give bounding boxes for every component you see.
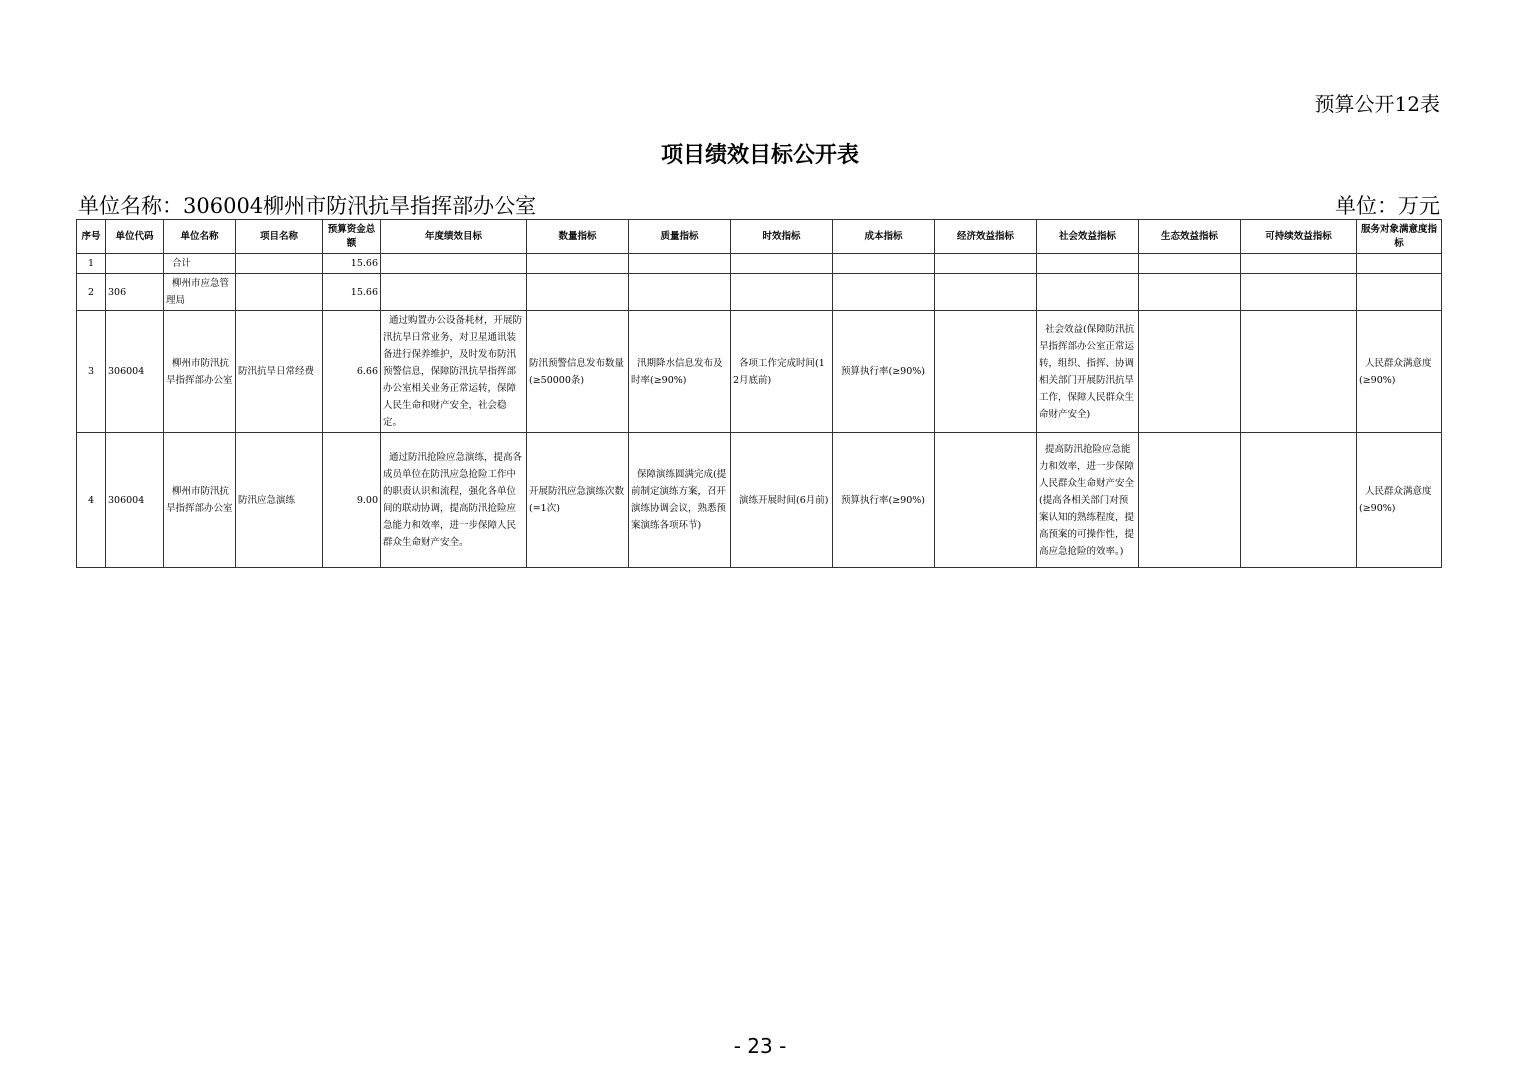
cell-unit-name: 柳州市防汛抗旱指挥部办公室 bbox=[164, 433, 236, 568]
cell-ecological-benefit bbox=[1139, 311, 1241, 433]
cell-annual-goal bbox=[381, 274, 527, 311]
cell-project-name bbox=[236, 274, 323, 311]
cell-quality bbox=[629, 254, 731, 274]
cell-ecological-benefit bbox=[1139, 433, 1241, 568]
unit-name: 单位名称：306004柳州市防汛抗旱指挥部办公室 bbox=[78, 194, 537, 218]
page-number: - 23 - bbox=[733, 1034, 787, 1058]
table-row bbox=[77, 274, 1442, 311]
cell-cost bbox=[833, 254, 935, 274]
cell-satisfaction: 人民群众满意度(≥90%) bbox=[1357, 311, 1442, 433]
cell-project-name bbox=[236, 254, 323, 274]
cell-budget-total: 6.66 bbox=[323, 311, 381, 433]
col-header-budget-total: 预算资金总额 bbox=[323, 220, 381, 254]
cell-social-benefit bbox=[1037, 254, 1139, 274]
cell-project-name: 防汛抗旱日常经费 bbox=[236, 311, 323, 433]
col-header-index: 序号 bbox=[77, 220, 106, 254]
cell-quality: 汛期降水信息发布及时率(≥90%) bbox=[629, 311, 731, 433]
table-row bbox=[77, 433, 1442, 568]
cell-economic-benefit bbox=[935, 274, 1037, 311]
col-header-economic-benefit: 经济效益指标 bbox=[935, 220, 1037, 254]
cell-cost: 预算执行率(≥90%) bbox=[833, 433, 935, 568]
cell-annual-goal: 通过购置办公设备耗材，开展防汛抗旱日常业务，对卫星通讯装备进行保养维护，及时发布防汛预警信息，保障防汛抗旱指挥部办公室相关业务正常运转，保障人民生命和财产安全，社会稳定。 bbox=[381, 311, 527, 433]
cell-unit-code bbox=[106, 254, 164, 274]
cell-project-name: 防汛应急演练 bbox=[236, 433, 323, 568]
header-row bbox=[77, 220, 1442, 254]
cell-social-benefit: 提高防汛抢险应急能力和效率，进一步保障人民群众生命财产安全(提高各相关部门对预案认知的熟练程度，提高预案的可操作性，提高应急抢险的效率。) bbox=[1037, 433, 1139, 568]
performance-table bbox=[76, 219, 1442, 568]
cell-quantity: 开展防汛应急演练次数(=1次) bbox=[527, 433, 629, 568]
col-header-unit-code: 单位代码 bbox=[106, 220, 164, 254]
cell-budget-total: 9.00 bbox=[323, 433, 381, 568]
cell-annual-goal: 通过防汛抢险应急演练，提高各成员单位在防汛应急抢险工作中的职责认识和流程，强化各单位间的联动协调，提高防汛抢险应急能力和效率，进一步保障人民群众生命财产安全。 bbox=[381, 433, 527, 568]
cell-cost bbox=[833, 274, 935, 311]
cell-timeliness bbox=[731, 254, 833, 274]
cell-quantity: 防汛预警信息发布数量(≥50000条) bbox=[527, 311, 629, 433]
cell-economic-benefit bbox=[935, 311, 1037, 433]
cell-index: 1 bbox=[77, 254, 106, 274]
cell-cost: 预算执行率(≥90%) bbox=[833, 311, 935, 433]
currency-unit: 单位：万元 bbox=[1335, 194, 1440, 218]
cell-quantity bbox=[527, 274, 629, 311]
cell-ecological-benefit bbox=[1139, 254, 1241, 274]
cell-quantity bbox=[527, 254, 629, 274]
cell-unit-code: 306 bbox=[106, 274, 164, 311]
cell-index: 2 bbox=[77, 274, 106, 311]
col-header-annual-goal: 年度绩效目标 bbox=[381, 220, 527, 254]
cell-timeliness bbox=[731, 274, 833, 311]
col-header-ecological-benefit: 生态效益指标 bbox=[1139, 220, 1241, 254]
cell-timeliness: 各项工作完成时间(12月底前) bbox=[731, 311, 833, 433]
col-header-social-benefit: 社会效益指标 bbox=[1037, 220, 1139, 254]
cell-index: 3 bbox=[77, 311, 106, 433]
cell-sustainable-benefit bbox=[1241, 311, 1357, 433]
col-header-cost: 成本指标 bbox=[833, 220, 935, 254]
document-title: 项目绩效目标公开表 bbox=[660, 143, 859, 168]
cell-satisfaction bbox=[1357, 274, 1442, 311]
cell-unit-name: 柳州市应急管理局 bbox=[164, 274, 236, 311]
cell-unit-name: 柳州市防汛抗旱指挥部办公室 bbox=[164, 311, 236, 433]
cell-unit-code: 306004 bbox=[106, 433, 164, 568]
cell-sustainable-benefit bbox=[1241, 254, 1357, 274]
cell-satisfaction: 人民群众满意度(≥90%) bbox=[1357, 433, 1442, 568]
col-header-timeliness: 时效指标 bbox=[731, 220, 833, 254]
col-header-unit-name: 单位名称 bbox=[164, 220, 236, 254]
col-header-satisfaction: 服务对象满意度指标 bbox=[1357, 220, 1442, 254]
cell-satisfaction bbox=[1357, 254, 1442, 274]
cell-ecological-benefit bbox=[1139, 274, 1241, 311]
cell-economic-benefit bbox=[935, 433, 1037, 568]
cell-unit-code: 306004 bbox=[106, 311, 164, 433]
form-number: 预算公开12表 bbox=[1314, 92, 1440, 116]
col-header-quality: 质量指标 bbox=[629, 220, 731, 254]
cell-index: 4 bbox=[77, 433, 106, 568]
col-header-quantity: 数量指标 bbox=[527, 220, 629, 254]
cell-annual-goal bbox=[381, 254, 527, 274]
cell-timeliness: 演练开展时间(6月前) bbox=[731, 433, 833, 568]
cell-quality bbox=[629, 274, 731, 311]
cell-sustainable-benefit bbox=[1241, 274, 1357, 311]
cell-economic-benefit bbox=[935, 254, 1037, 274]
table-row bbox=[77, 254, 1442, 274]
col-header-sustainable-benefit: 可持续效益指标 bbox=[1241, 220, 1357, 254]
cell-unit-name: 合计 bbox=[164, 254, 236, 274]
table-row bbox=[77, 311, 1442, 433]
cell-quality: 保障演练圆满完成(提前制定演练方案，召开演练协调会议，熟悉预案演练各项环节) bbox=[629, 433, 731, 568]
cell-budget-total: 15.66 bbox=[323, 274, 381, 311]
col-header-project-name: 项目名称 bbox=[236, 220, 323, 254]
cell-sustainable-benefit bbox=[1241, 433, 1357, 568]
cell-social-benefit bbox=[1037, 274, 1139, 311]
cell-budget-total: 15.66 bbox=[323, 254, 381, 274]
cell-social-benefit: 社会效益(保障防汛抗旱指挥部办公室正常运转，组织、指挥、协调相关部门开展防汛抗旱工作，保障人民群众生命财产安全) bbox=[1037, 311, 1139, 433]
